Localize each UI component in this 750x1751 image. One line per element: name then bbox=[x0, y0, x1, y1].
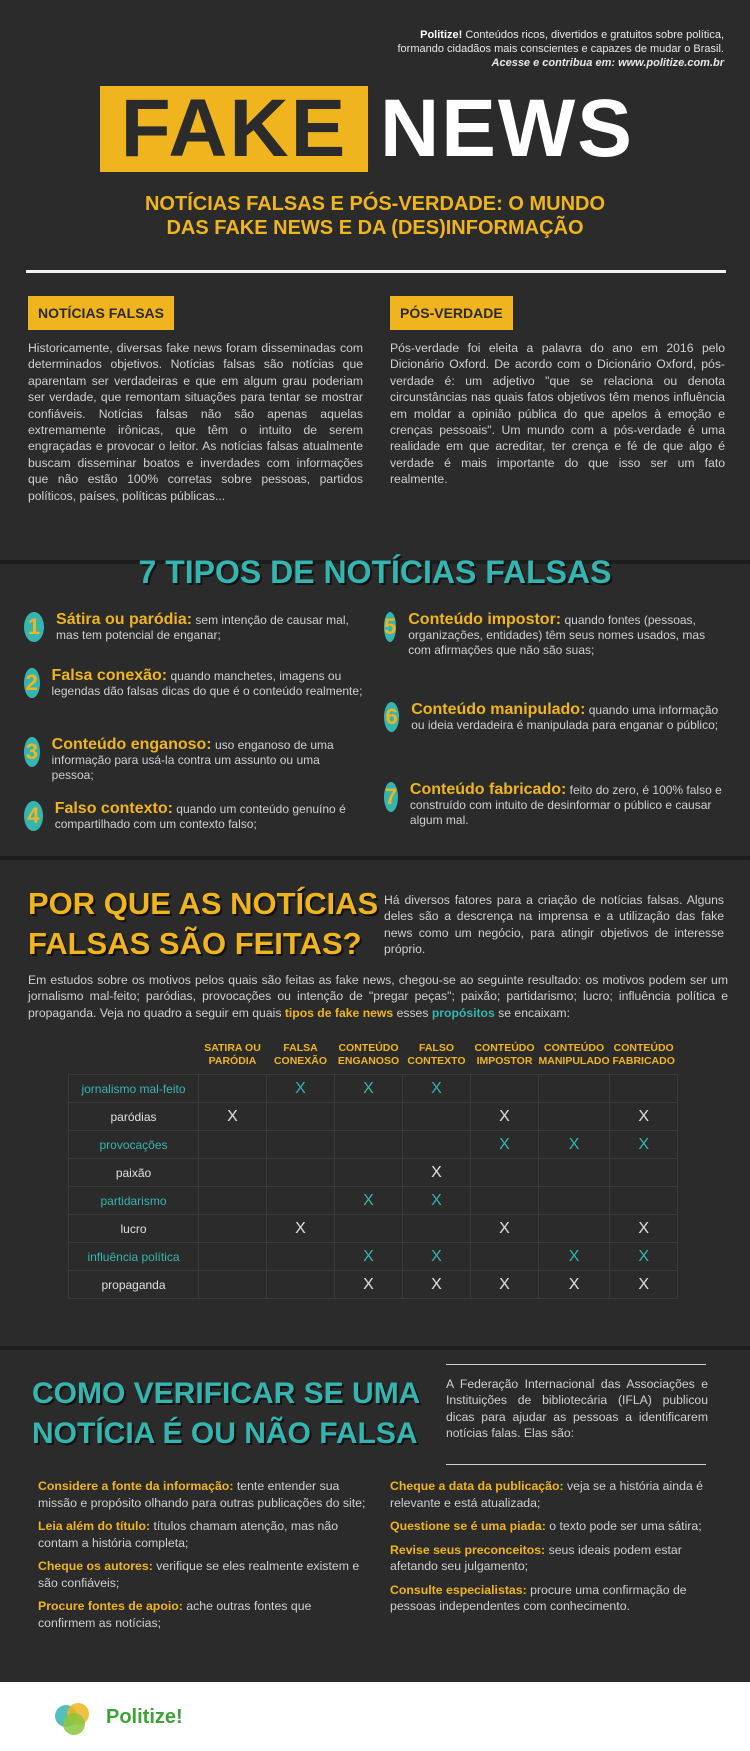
footer bbox=[0, 1682, 750, 1751]
tip-item bbox=[38, 1518, 370, 1551]
matrix-cell bbox=[199, 1271, 267, 1299]
matrix-cell: X bbox=[539, 1243, 610, 1271]
note-line-1: Conteúdos ricos, divertidos e gratuitos sobre política, bbox=[465, 29, 724, 41]
tips-left bbox=[38, 1478, 370, 1638]
porque-body bbox=[28, 972, 728, 1021]
subtitle-line-1: NOTÍCIAS FALSAS E PÓS-VERDADE: O MUNDO bbox=[144, 193, 606, 215]
matrix-cell bbox=[199, 1075, 267, 1103]
verificar-title-line-2: NOTÍCIA É OU NÃO FALSA bbox=[32, 1417, 418, 1450]
subtitle bbox=[0, 192, 750, 240]
matrix-cell: X bbox=[471, 1215, 539, 1243]
matrix-cell: X bbox=[403, 1075, 471, 1103]
porque-title bbox=[28, 884, 378, 964]
matrix-col-header: FALSA CONEXÃO bbox=[273, 1042, 328, 1067]
noticias-tag: NOTÍCIAS FALSAS bbox=[28, 296, 174, 330]
matrix-col-header: SATIRA OU PARÓDIA bbox=[204, 1042, 261, 1067]
tip-text: títulos chamam atenção, mas não contam a história completa; bbox=[38, 1519, 339, 1550]
verificar-title bbox=[32, 1374, 420, 1454]
matrix-cell: X bbox=[610, 1103, 678, 1131]
tip-item bbox=[390, 1542, 722, 1575]
matrix-cell: X bbox=[403, 1187, 471, 1215]
matrix-row-label: provocações bbox=[69, 1131, 199, 1159]
matrix-cell bbox=[471, 1075, 539, 1103]
matrix-col-header: CONTEÚDO IMPOSTOR bbox=[474, 1042, 535, 1067]
matrix-cell: X bbox=[335, 1187, 403, 1215]
verificar-title-line-1: COMO VERIFICAR SE UMA bbox=[32, 1377, 421, 1410]
matrix-col-header: CONTEÚDO ENGANOSO bbox=[337, 1042, 400, 1067]
matrix-row-label: paródias bbox=[69, 1103, 199, 1131]
intro-rule-bottom bbox=[446, 1464, 706, 1465]
porque-highlight-tipos: tipos de fake news bbox=[284, 1005, 394, 1020]
tipo-item bbox=[384, 702, 724, 782]
tips-right bbox=[390, 1478, 722, 1622]
tip-item bbox=[38, 1598, 370, 1631]
tip-item bbox=[38, 1558, 370, 1591]
title-news: NEWS bbox=[380, 83, 634, 174]
matrix-cell: X bbox=[403, 1159, 471, 1187]
matrix-cell bbox=[403, 1131, 471, 1159]
matrix-cell bbox=[610, 1187, 678, 1215]
matrix-row bbox=[69, 1075, 678, 1103]
matrix-row-label: lucro bbox=[69, 1215, 199, 1243]
matrix-cell: X bbox=[403, 1271, 471, 1299]
matrix-cell: X bbox=[335, 1243, 403, 1271]
title-fake: FAKE bbox=[100, 86, 368, 172]
matrix-cell: X bbox=[267, 1075, 335, 1103]
matrix-cell bbox=[267, 1271, 335, 1299]
matrix-cell bbox=[199, 1215, 267, 1243]
porque-title-line-1: POR QUE AS NOTÍCIAS bbox=[28, 886, 379, 921]
matrix-col-header: CONTEÚDO MANIPULADO bbox=[538, 1042, 610, 1067]
tip-title: Leia além do título: bbox=[38, 1519, 151, 1533]
matrix-cell: X bbox=[539, 1131, 610, 1159]
matrix-cell bbox=[471, 1187, 539, 1215]
note-line-2: formando cidadãos mais conscientes e capazes de mudar o Brasil. bbox=[397, 43, 724, 55]
matrix-cell: X bbox=[335, 1075, 403, 1103]
tip-item bbox=[38, 1478, 370, 1511]
tipo-text bbox=[56, 612, 364, 662]
tip-text: seus ideais podem estar afetando seu julgamento; bbox=[390, 1542, 682, 1573]
intro-rule-top bbox=[446, 1364, 706, 1365]
tip-item bbox=[390, 1582, 722, 1615]
matrix-row-label: influência política bbox=[69, 1243, 199, 1271]
tipo-text bbox=[410, 782, 724, 842]
matrix-cell bbox=[267, 1103, 335, 1131]
matrix-cell: X bbox=[610, 1243, 678, 1271]
matrix-row bbox=[69, 1243, 678, 1271]
matrix-cell bbox=[267, 1159, 335, 1187]
tipo-desc: uso enganoso de uma informação para usá-la contra um assunto ou uma pessoa; bbox=[51, 738, 334, 782]
brand-name: Politize! bbox=[420, 29, 463, 41]
matrix-row bbox=[69, 1271, 678, 1299]
tipo-number: 5 bbox=[384, 612, 396, 642]
tipo-number: 4 bbox=[24, 801, 43, 831]
matrix-cell: X bbox=[267, 1215, 335, 1243]
matrix-col-header: FALSO CONTEXTO bbox=[407, 1042, 466, 1067]
matrix-cell bbox=[539, 1075, 610, 1103]
matrix-cell bbox=[539, 1103, 610, 1131]
matrix-col-header: CONTEÚDO FABRICADO bbox=[612, 1042, 675, 1067]
tip-text: ache outras fontes que confirmem as notícias; bbox=[38, 1599, 312, 1630]
tipo-name: Falsa conexão: bbox=[51, 667, 168, 684]
matrix-cell bbox=[471, 1243, 539, 1271]
porque-title-line-2: FALSAS SÃO FEITAS? bbox=[28, 926, 362, 961]
matrix-corner bbox=[69, 1042, 199, 1075]
tipo-number: 1 bbox=[24, 612, 44, 642]
tipo-desc: quando manchetes, imagens ou legendas dão falsas dicas do que é o conteúdo realmente; bbox=[51, 669, 363, 698]
matrix-header-row bbox=[69, 1042, 678, 1075]
tipo-name: Conteúdo impostor: bbox=[408, 611, 562, 628]
section-band bbox=[0, 1346, 750, 1350]
matrix-row-label: jornalismo mal-feito bbox=[69, 1075, 199, 1103]
tip-title: Questione se é uma piada: bbox=[390, 1519, 546, 1533]
tip-title: Cheque os autores: bbox=[38, 1559, 153, 1573]
tipo-item bbox=[24, 801, 364, 851]
tipo-text bbox=[411, 702, 724, 782]
matrix-cell bbox=[539, 1215, 610, 1243]
matrix-row bbox=[69, 1215, 678, 1243]
matrix-row-label: propaganda bbox=[69, 1271, 199, 1299]
matrix-cell bbox=[539, 1187, 610, 1215]
verificar-intro: A Federação Internacional das Associações e Instituições de bibliotecária (IFLA) publicou dicas para ajudar as pessoas a identificarem notícias falas. Elas são: bbox=[446, 1377, 708, 1441]
matrix-cell bbox=[199, 1131, 267, 1159]
matrix-cell bbox=[267, 1243, 335, 1271]
matrix-cell bbox=[199, 1159, 267, 1187]
matrix-cell: X bbox=[610, 1215, 678, 1243]
tip-text: o texto pode ser uma sátira; bbox=[545, 1519, 702, 1533]
matrix-cell: X bbox=[471, 1271, 539, 1299]
matrix-cell bbox=[610, 1159, 678, 1187]
tipo-text bbox=[52, 737, 364, 797]
matrix-cell bbox=[403, 1215, 471, 1243]
tip-text: veja se a história ainda é relevante e está atualizada; bbox=[390, 1479, 704, 1510]
subtitle-line-2: DAS FAKE NEWS E DA (DES)INFORMAÇÃO bbox=[166, 217, 584, 239]
matrix-cell: X bbox=[610, 1271, 678, 1299]
tipo-desc: quando um conteúdo genuíno é compartilhado com um contexto falso; bbox=[54, 802, 346, 831]
tip-title: Cheque a data da publicação: bbox=[390, 1479, 564, 1493]
tipo-desc: quando fontes (pessoas, organizações, entidades) têm seus nomes usados, mas com afirmações que não são suas; bbox=[408, 613, 706, 657]
tipo-number: 2 bbox=[24, 668, 40, 698]
tipo-number: 3 bbox=[24, 737, 40, 767]
matrix-cell bbox=[335, 1131, 403, 1159]
matrix-cell bbox=[267, 1187, 335, 1215]
tipo-number: 7 bbox=[384, 782, 398, 812]
footer-logo-text[interactable]: Politize! bbox=[106, 1706, 183, 1728]
matrix-row bbox=[69, 1103, 678, 1131]
tipo-item bbox=[24, 737, 364, 797]
tipo-name: Conteúdo fabricado: bbox=[409, 781, 567, 798]
matrix-row-label: partidarismo bbox=[69, 1187, 199, 1215]
tip-text: verifique se eles realmente existem e são confiáveis; bbox=[38, 1559, 360, 1590]
tipo-text bbox=[55, 801, 364, 851]
posverdade-tag: PÓS-VERDADE bbox=[390, 296, 513, 330]
matrix-row bbox=[69, 1159, 678, 1187]
porque-highlight-propositos: propósitos bbox=[431, 1005, 495, 1020]
porque-body-1: Em estudos sobre os motivos pelos quais são feitas as fake news, chegou-se ao seguinte resultado: os motivos podem ser um jornalismo mal-feito; paródias, provocações ou intenção de "pregar peças"; paixão; partidarismo; lucro; influência política e propaganda. Veja no quadro a seguir em quais bbox=[28, 973, 728, 1020]
header-note bbox=[397, 28, 724, 70]
matrix-row bbox=[69, 1131, 678, 1159]
matrix-cell: X bbox=[610, 1131, 678, 1159]
tip-title: Considere a fonte da informação: bbox=[38, 1479, 234, 1493]
matrix-cell bbox=[335, 1159, 403, 1187]
matrix-row bbox=[69, 1187, 678, 1215]
tipo-name: Conteúdo manipulado: bbox=[411, 701, 586, 718]
divider bbox=[26, 270, 726, 273]
matrix-cell bbox=[199, 1187, 267, 1215]
tipo-item bbox=[24, 668, 364, 733]
porque-body-3: se encaixam: bbox=[494, 1005, 570, 1020]
tip-text: tente entender sua missão e propósito olhando para outras publicações do site; bbox=[38, 1479, 366, 1510]
section-band bbox=[0, 856, 750, 860]
porque-intro: Há diversos fatores para a criação de notícias falsas. Alguns deles são a descrença na imprensa e a utilização das fake news como um negócio, para atingir objetivos de interesse próprio. bbox=[384, 893, 724, 957]
tipo-text bbox=[52, 668, 364, 733]
tipo-item bbox=[24, 612, 364, 662]
matrix-row-label: paixão bbox=[69, 1159, 199, 1187]
tipo-item bbox=[384, 612, 724, 702]
matrix-cell bbox=[610, 1075, 678, 1103]
tipos-title: 7 TIPOS DE NOTÍCIAS FALSAS bbox=[138, 554, 612, 590]
tip-title: Procure fontes de apoio: bbox=[38, 1599, 183, 1613]
tip-item bbox=[390, 1518, 722, 1535]
matrix-cell bbox=[335, 1215, 403, 1243]
tip-title: Consulte especialistas: bbox=[390, 1582, 527, 1597]
tip-text: procure uma confirmação de pessoas independentes com conhecimento. bbox=[390, 1582, 687, 1613]
tipos-left-col bbox=[24, 612, 364, 851]
matrix-cell: X bbox=[403, 1243, 471, 1271]
matrix-cell bbox=[539, 1159, 610, 1187]
noticias-text: Historicamente, diversas fake news foram disseminadas com determinados objetivos. Notícias falsas são notícias que aparentam ser verdadeiras e que em algum grau poderiam ser verdade, que remontam situações para tentar se mostrar confiáveis. Notícias falsas não são apenas aquelas extremamente irônicas, que têm o intuito de serem engraçadas e provocar o leitor. As notícias falsas atualmente buscam disseminar boatos e inverdades com informações que não estão 100% corretas sobre pessoas, partidos políticos, países, políticas públicas... bbox=[28, 341, 363, 503]
note-line-3[interactable]: Acesse e contribua em: www.politize.com.br bbox=[491, 57, 724, 69]
tip-item bbox=[390, 1478, 722, 1511]
tipos-right-col bbox=[384, 612, 724, 842]
tip-title: Revise seus preconceitos: bbox=[390, 1542, 546, 1557]
tipo-desc: feito do zero, é 100% falso e construído com intuito de desinformar o público e causar algum mal. bbox=[409, 783, 722, 827]
matrix-cell bbox=[199, 1243, 267, 1271]
tipo-number: 6 bbox=[384, 702, 399, 732]
matrix-cell: X bbox=[471, 1131, 539, 1159]
porque-body-2: esses bbox=[393, 1005, 432, 1020]
tipo-name: Sátira ou paródia: bbox=[56, 611, 193, 628]
matrix-cell: X bbox=[471, 1103, 539, 1131]
tipo-item bbox=[384, 782, 724, 842]
matrix-cell: X bbox=[199, 1103, 267, 1131]
politize-logo-icon bbox=[52, 1698, 94, 1738]
tipo-desc: sem intenção de causar mal, mas tem potencial de enganar; bbox=[56, 613, 349, 642]
tipo-name: Falso contexto: bbox=[54, 800, 173, 817]
matrix-cell: X bbox=[335, 1271, 403, 1299]
matrix-cell bbox=[403, 1103, 471, 1131]
purpose-matrix bbox=[68, 1042, 678, 1299]
matrix-cell: X bbox=[539, 1271, 610, 1299]
matrix-cell bbox=[335, 1103, 403, 1131]
tipo-name: Conteúdo enganoso: bbox=[51, 736, 212, 753]
tipo-text bbox=[408, 612, 724, 702]
posverdade-text: Pós-verdade foi eleita a palavra do ano em 2016 pelo Dicionário Oxford. De acordo com o Dicionário Oxford, pós-verdade é: um adjetivo "que se relaciona ou denota circunstâncias nas quais fatos objetivos têm menos influência em moldar a opinião pública do que apelos à emoção e crenças pessoais". Um mundo com a pós-verdade é uma realidade em que acreditar, ter crença e fé de que algo é verdade é mais importante do que isso ser um fato realmente. bbox=[390, 341, 725, 487]
tipo-desc: quando uma informação ou ideia verdadeira é manipulada para enganar o público; bbox=[411, 703, 719, 732]
matrix-cell bbox=[267, 1131, 335, 1159]
matrix-cell bbox=[471, 1159, 539, 1187]
